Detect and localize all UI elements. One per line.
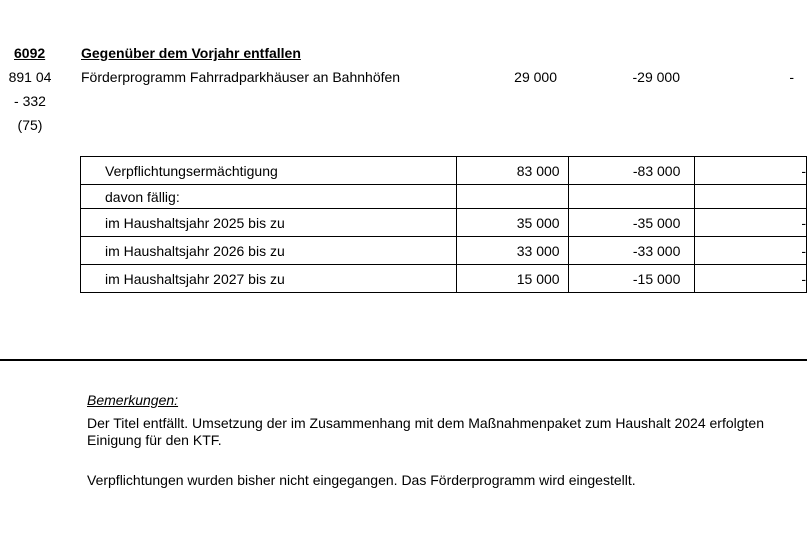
row-value-previous: -: [695, 157, 807, 185]
row-label: davon fällig:: [81, 185, 457, 209]
remarks-heading: Bemerkungen:: [87, 392, 179, 408]
row-value-change: -83 000: [568, 157, 695, 185]
row-value-previous: [695, 185, 807, 209]
row-value-current: [456, 185, 568, 209]
remarks-paragraph: Verpflichtungen wurden bisher nicht eingegangen. Das Förderprogramm wird eingestellt.: [87, 472, 636, 488]
remarks-paragraph: Der Titel entfällt. Umsetzung der im Zusammenhang mit dem Maßnahmenpaket zum Haushalt 2024 erfolgten Einigung für den KTF.: [87, 415, 764, 448]
table-row: [81, 209, 807, 237]
group-code: (75): [17, 117, 43, 133]
amount-current: 29 000: [514, 69, 557, 85]
row-value-previous: -: [695, 265, 807, 293]
title-code: 6092: [14, 45, 46, 61]
table-row: [81, 185, 807, 209]
row-label: im Haushaltsjahr 2026 bis zu: [81, 237, 457, 265]
row-value-previous: -: [695, 209, 807, 237]
row-label: im Haushaltsjahr 2027 bis zu: [81, 265, 457, 293]
table-row: [81, 237, 807, 265]
amount-change: -29 000: [632, 69, 680, 85]
commitment-table: [80, 156, 807, 293]
row-value-current: 33 000: [456, 237, 568, 265]
program-title: Förderprogramm Fahrradparkhäuser an Bahnhöfen: [81, 69, 401, 85]
row-value-change: -35 000: [568, 209, 695, 237]
function-code: - 332: [14, 93, 46, 109]
row-value-current: 35 000: [456, 209, 568, 237]
row-value-change: -33 000: [568, 237, 695, 265]
section-divider: [0, 359, 807, 361]
row-label: Verpflichtungsermächtigung: [81, 157, 457, 185]
table-row: [81, 157, 807, 185]
row-value-current: 83 000: [456, 157, 568, 185]
table-row: [81, 265, 807, 293]
row-value-change: -15 000: [568, 265, 695, 293]
chapter-code: 891 04: [8, 69, 52, 85]
row-value-change: [568, 185, 695, 209]
row-label: im Haushaltsjahr 2025 bis zu: [81, 209, 457, 237]
row-value-previous: -: [695, 237, 807, 265]
section-heading: Gegenüber dem Vorjahr entfallen: [81, 45, 301, 61]
amount-previous: -: [789, 69, 794, 85]
row-value-current: 15 000: [456, 265, 568, 293]
